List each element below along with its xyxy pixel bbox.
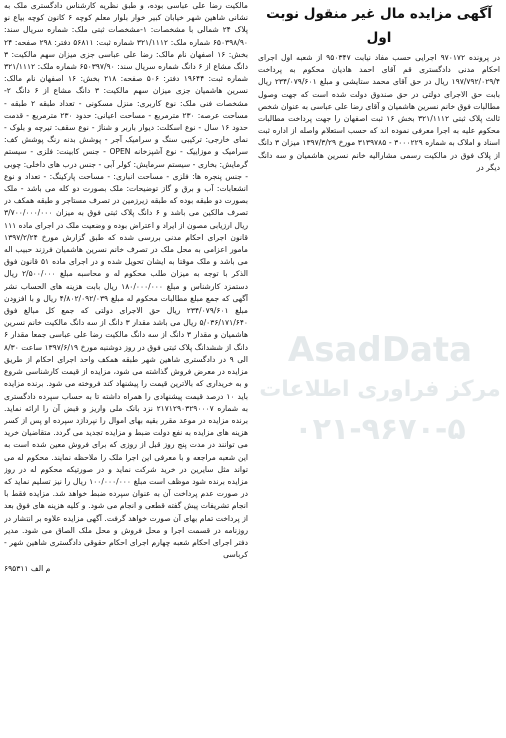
notice-title: آگهی مزایده مال غیر منقول نوبت اول (266, 6, 492, 46)
watermark-persian-text: مرکز فراوری اطلاعات (259, 377, 501, 402)
left-column (4, 0, 248, 738)
right-column (258, 0, 500, 738)
watermark-phone: ۰۲۱-۹۶۷۰-۵ (294, 412, 466, 447)
watermark-brand: AsadData (287, 330, 473, 370)
notice-reference-number: م الف ۶۹۵۳۱۱ (4, 564, 51, 574)
left-column-body: مالکیت رضا علی عباسی بوده، و طبق نظریه کارشناس دادگستری ملک به نشانی شاهین شهر خیابان کبیر خوار بلوار معلم کوچه ۶ کانون کوچه بیاع نو پلاک ۲۴ شمالی با مشخصات: ۱-مشخصات ثبتی ملک: شماره سریال سند: ۶۵۰۳۹۸/۹۰ شماره ملک: ۳۲۱/۱۱۱۲ شماره ثبت: ۵۶۸۱۱ دفتر: ۲۹۸ صفحه: ۲۴ بخش: ۱۶ اصفهان نام مالک: رضا علی عباسی جزی میزان سهم مالکیت: ۳ دانگ مشاع از ۶ دانگ شماره سریال سند: ۶۵۰۳۹۷/۹۰ شماره ملک: ۳۲۱/۱۱۱۲ شماره ثبت: ۱۹۶۴۴ دفتر: ۵۰۶ صفحه: ۲۱۸ بخش: ۱۶ اصفهان نام مالک: نسرین هاشمیان جزی میزان سهم مالکیت: ۳ دانگ مشاع از ۶ دانگ ۲-مشخصات فنی ملک: نوع کاربری: منزل مسکونی - تعداد طبقه ۲ طبقه - مساحت عرصه: ۲۳۰ مترمربع - مساحت اعیانی: حدود ۲۳۰ مترمربع - قدمت حدود ۱۶ سال - نوع اسکلت: دیوار باربر و شناژ - نوع سقف: تیرچه و بلوک - نمای خارجی: ترکیبی سنگ و سرامیک آجر - پوشش بدنه رنگ پوشش کف: سرامیک و موزاییک - نوع آشپزخانه OPEN - جنس کابینت: فلزی - سیستم گرمایش: بخاری - سیستم سرمایش: کولر آبی - جنس درب های داخلی: چوبی - جنس پنجره ها: فلزی - مساحت انباری: - مساحت پارکینگ: - تعداد و نوع انشعابات: آب و برق و گاز توضیحات: ملک بصورت دو کله می باشد - ملک بصورت دو طبقه بوده که طبقه زیرزمین در تصرف مستاجر و طبقه همکف در تصرف مالکین می باشد و ۶ دانگ پلاک ثبتی فوق به میزان ۳/۷۰۰/۰۰۰/۰۰۰ ریال ارزیابی مصون از ایراد و اعتراض بوده و وضعیت ملک در اجرای ماده ۱۱۱ قانون اجرای احکام مدنی بررسی شده که طبق گزارش مورخ ۱۳۹۷/۲/۲۴ مامور اعزامی به محل ملک در تصرف خانم نسرین هاشمیان فرزند حبیب اله می باشد و ملک موقتا به ایشان تحویل شده و در اجرای ماده ۵۱ قانون فوق الذکر با توجه به میزان طلب محکوم له و محاسبه مبلغ ۲/۵۰۰/۰۰۰ ریال دستمزد کارشناس و مبلغ ۱۸۰/۰۰۰/۰۰۰ ریال بابت هزینه های الحساب نشر آگهی که جمع مبلغ مطالبات محکوم له مبلغ ۴/۸۰۲/۰۹۲/۰۳۹ ریال و با افزودن مبلغ ۲۳۴/۰۷۹/۶۰۱ ریال حق الاجرای دولتی که جمع کل مبالغ فوق ۵/۰۳۶/۱۷۱/۶۴۰ ریال می باشد مقدار ۳ دانگ از سه دانگ مالکیت خانم نسرین هاشمیان و مقدار ۳ دانگ از سه دانگ مالکیت رضا علی عباسی جمعا مقدار ۶ دانگ از ششدانگ پلاک ثبتی فوق در روز دوشنبه مورخ ۱۳۹۷/۶/۱۹ ساعت ۸/۳۰ الی ۹ در دادگستری شاهین شهر طبقه همکف واحد اجرای احکام از طریق مزایده در معرض فروش گذاشته می شود، مزایده از قیمت کارشناسی شروع و به خریداری که بالاترین قیمت را پیشنهاد کند فروخته می شود. برنده مزایده باید ۱۰ درصد قیمت پیشنهادی را همراه داشته تا به حساب سپرده دادگستری به شماره ۲۱۷۱۲۹۰۳۲۹۰۰۰۷ نزد بانک ملی واریز و قبض آن را ارائه نماید. برنده مزایده در موعد مقرر بقیه بهای اموال را نپردازد سپرده او پس از کسر هزینه های مزایده به نفع دولت ضبط و مزایده تجدید می گردد. متقاضیان خرید می توانند در مدت پنج روز قبل از روزی که برای فروش معین شده است به این شعبه مراجعه و با معرفی این اجرا ملک را ملاحظه نمایند. محکوم له می تواند مثل سایرین در خرید شرکت نماید و در صورتیکه محکوم له در روز مزایده برنده شود موظف است مبلغ ۱۰۰/۰۰۰/۰۰۰ ریال را نیز تسلیم نماید که در صورت عدم پرداخت آن به عنوان سپرده ضبط خواهد شد. مزایده فقط با انجام تشریفات پیش گفته قطعی و انجام می شود. و کلیه هزینه های فوق بعد از پرداخت تمام بهای آن صورت خواهد گرفت. آگهی مزایده علاوه بر انتشار در روزنامه در قسمت اجرا و محل فروش و محل ملک الصاق می شود. مدیر دفتر اجرای احکام شعبه چهارم اجرای احکام حقوقی دادگستری شاهین شهر - کرباسی (4, 1, 248, 560)
right-column-body: در پرونده ۹۷۰۱۷۲ اجرایی حسب مفاد نیابت ۹۵۰۳۴۷ از شعبه اول اجرای احکام مدنی دادگستری قم آقای احمد هادیان محکوم به پرداخت ۱۹۷/۷۹۲/۰۲۹/۴ ریال در حق آقای محمد ستایشی و مبلغ ۲۳۴/۰۷۹/۶۰۱ ریال بابت حق الاجرای دولتی در حق صندوق دولت شده است که جهت وصول مطالبات فوق خانم نسرین هاشمیان و آقای رضا علی عباسی به عنوان شخص ثالث پلاک ثبتی ۳۲۱/۱۱۱۲ بخش ۱۶ ثبت اصفهان را جهت پرداخت مطالبات محکوم علیه به اجرا معرفی نموده اند که حسب استعلام واصله از اداره ثبت اسناد و املاک به شماره ۳۰۰۰۲۲۹ - ۳۱۳۹۷۸۵ مورخ ۱۳۹۷/۳/۲۹ میزان ۳ دانگ از پلاک فوق در مالکیت رسمی مشارالیه خانم نسرین هاشمیان و سه دانگ دیگر در (258, 53, 500, 172)
